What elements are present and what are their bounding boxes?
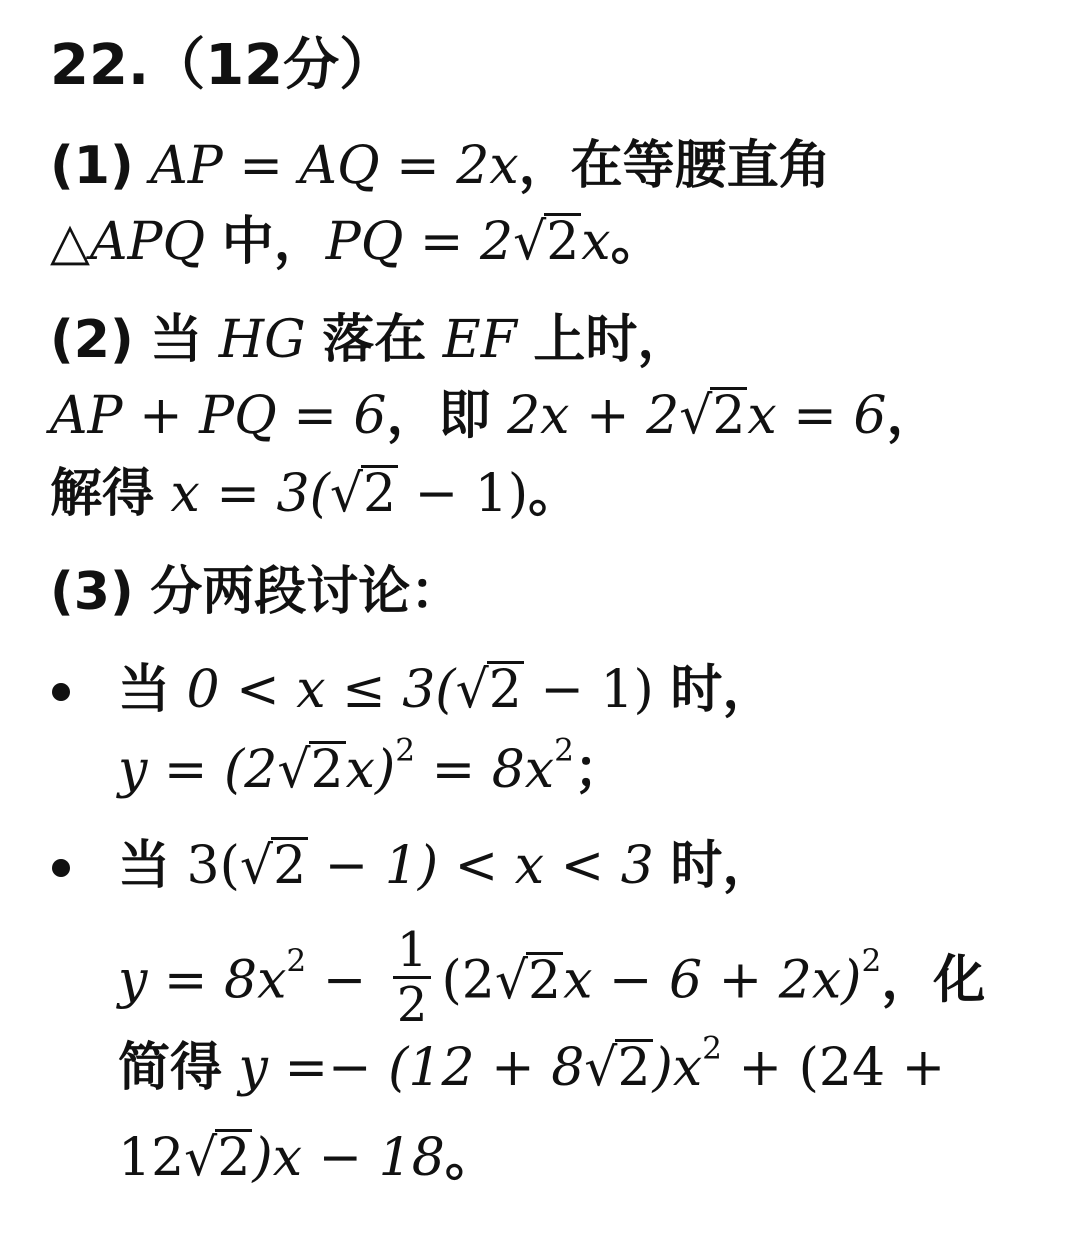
case1-when: 当 [118,660,171,720]
case2-line4 [118,1128,497,1188]
case2-line1 [118,836,774,896]
part2-comma: ， [886,386,939,446]
problem-number: 22. [50,33,150,98]
sqrt-radicand: 2 [273,836,307,896]
sqrt-symbol: √2 [494,950,562,1011]
sqrt-symbol: √2 [239,836,307,896]
problem-heading [50,33,396,98]
case1-eq-right: = 8x [415,740,555,800]
case2-cond-right: − 1) < x < 3 [308,836,654,896]
case1-exp1: 2 [395,732,416,769]
sqrt-radicand: 2 [310,740,344,800]
sqrt-symbol: √2 [679,386,746,446]
case2-paren-left: (2 [441,950,495,1011]
part2-hg: HG [218,310,306,370]
case1-line1 [118,660,774,720]
sqrt-symbol: √2 [329,464,397,524]
case1-exp2: 2 [554,732,574,769]
sqrt-radicand: 2 [488,660,522,720]
sqrt-radicand: 2 [712,386,746,446]
case2-s-left: y =− (12 + 8 [238,1038,585,1098]
fraction-numerator: 1 [393,924,432,979]
bullet-icon [52,683,70,701]
case2-eq-left: y = 8x [118,950,287,1011]
case1-eq-mid: x) [345,740,396,800]
case2-s-mid: )x [652,1038,703,1098]
case2-eq-minus: − [306,950,383,1011]
case2-line3 [118,1030,946,1098]
case1-time: 时， [670,660,775,720]
sqrt-symbol: √2 [277,740,344,800]
part1-line1 [50,136,831,196]
sqrt-symbol: √2 [513,212,580,272]
case2-s-right: + (24 + [722,1038,946,1098]
case2-s2-right: )x − 18 [252,1128,445,1188]
part1-line2 [50,212,663,272]
sqrt-symbol: √2 [184,1128,251,1188]
part2-text-when: 当 [150,310,203,370]
part3-label: (3) [50,562,134,622]
problem-score: （12分） [149,33,396,98]
part1-eq2-left: PQ = 2 [325,212,514,272]
part2-text-ji: ，即 [386,386,491,446]
sqrt-radicand: 2 [527,950,562,1011]
part1-eq2-right: x [581,212,611,272]
case2-paren-right: x − 6 + 2x) [563,950,862,1011]
part2-eq2-right: x = 6 [747,386,887,446]
fraction-denominator: 2 [396,977,428,1033]
case1-end: ； [573,740,626,800]
part2-eq2-left: 2x + 2 [507,386,680,446]
case2-line2 [118,922,986,1037]
sqrt-radicand: 2 [363,464,397,524]
part3-text: 分两段讨论： [150,562,463,622]
part1-eq1: AP = AQ = 2x [150,136,519,196]
part3-heading [50,562,462,622]
case2-s-exp: 2 [702,1030,722,1067]
part2-eq1: AP + PQ = 6 [50,386,387,446]
case1-eq-left: y = (2 [118,740,278,800]
case2-cond-left: 3( [186,836,240,896]
part1-triangle: △APQ [50,212,206,272]
part1-label: (1) [50,136,134,196]
part2-line2 [50,386,938,446]
part2-label: (2) [50,310,134,370]
case1-line2 [118,732,626,800]
part2-text-on: 落在 [322,310,427,370]
part2-text-solve: 解得 [50,464,155,524]
part1-end: 。 [610,212,663,272]
case2-time: 时， [670,836,775,896]
part1-text2: 中， [221,212,326,272]
sqrt-symbol: √2 [584,1038,651,1098]
case2-when: 当 [118,836,171,896]
part1-text1: ，在等腰直角 [518,136,831,196]
case1-cond-left: 0 < x ≤ 3( [186,660,456,720]
sqrt-symbol: √2 [455,660,522,720]
part2-text-time: 上时， [533,310,690,370]
part2-sol-right: − 1) [398,464,529,524]
part2-ef: EF [442,310,517,370]
case2-exp1: 2 [286,942,307,979]
part2-sol-left: x = 3( [170,464,330,524]
bullet-icon [52,859,70,877]
part2-line1 [50,310,689,370]
sqrt-radicand: 2 [546,212,580,272]
sqrt-radicand: 2 [217,1128,251,1188]
part2-end: 。 [528,464,581,524]
case2-text-hua: ，化 [881,950,986,1011]
case2-end: 。 [444,1128,497,1188]
case2-exp2: 2 [861,942,882,979]
sqrt-radicand: 2 [617,1038,651,1098]
case2-s2-left: 12 [118,1128,185,1188]
part2-line3 [50,464,580,524]
fraction [393,924,432,1031]
case2-text-simplify: 简得 [118,1038,223,1098]
case1-cond-right: − 1) [523,660,654,720]
